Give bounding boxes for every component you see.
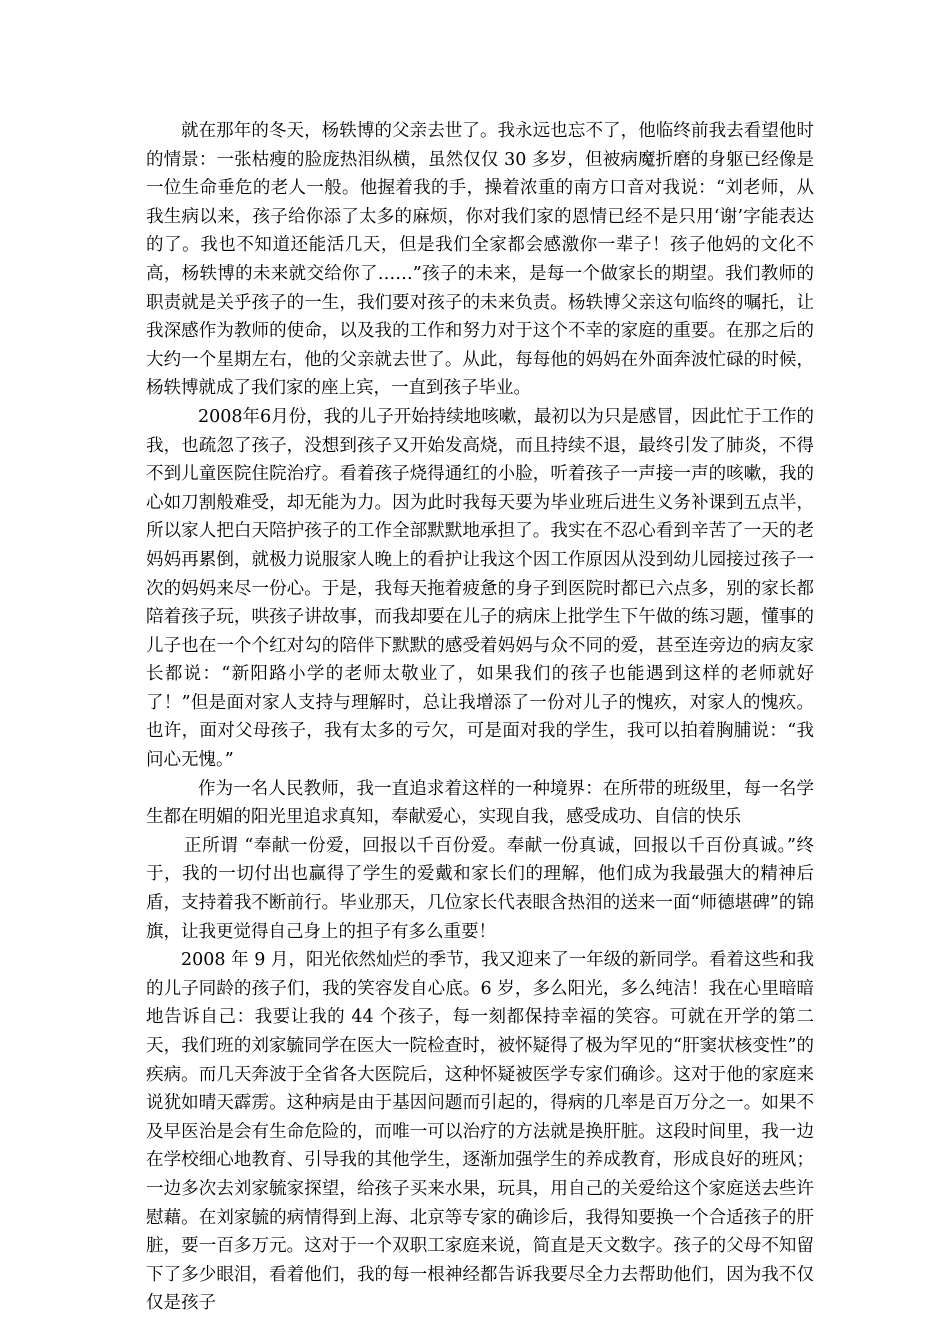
paragraph-new-class: 2008 年 9 月，阳光依然灿烂的季节，我又迎来了一年级的新同学。看着这些和我的儿子同龄的孩子们，我的笑容发自心底。6 岁，多么阳光，多么纯洁！我在心里暗暗地告诉自己：我要让我的 44 个孩子，每一刻都保持幸福的笑容。可就在开学的第二天，我们班的刘家毓同学在医大一院检查时，被怀疑得了极为罕见的“肝窦状核变性”的疾病。而几天奔波于全省各大医院后，这种怀疑被医学专家们确诊。这对于他的家庭来说犹如晴天霹雳。这种病是由于基因问题而引起的，得病的几率是百万分之一。如果不及早医治是会有生命危险的，而唯一可以治疗的方法就是换肝脏。这段时间里，我一边在学校细心地教育、引导我的其他学生，逐渐加强学生的养成教育，形成良好的班风；一边多次去刘家毓家探望，给孩子买来水果，玩具，用自己的关爱给这个家庭送去些许慰藉。在刘家毓的病情得到上海、北京等专家的确诊后，我得知要换一个合适孩子的肝脏，要一百多万元。这对于一个双职工家庭来说，简直是天文数字。孩子的父母不知留下了多少眼泪，看着他们，我的每一根神经都告诉我要尽全力去帮助他们，因为我不仅仅是孩子 [146, 950, 814, 1314]
paragraph-son-illness: 2008年6月份，我的儿子开始持续地咳嗽，最初以为只是感冒，因此忙于工作的我，也疏忽了孩子，没想到孩子又开始发高烧，而且持续不退，最终引发了肺炎，不得不到儿童医院住院治疗。看着孩子烧得通红的小脸，听着孩子一声接一声的咳嗽，我的心如刀割般难受，却无能为力。因为此时我每天要为毕业班后进生义务补课到五点半，所以家人把白天陪护孩子的工作全部默默地承担了。我实在不忍心看到辛苦了一天的老妈妈再累倒，就极力说服家人晚上的看护让我这个因工作原因从没到幼儿园接过孩子一次的妈妈来尽一份心。于是，我每天拖着疲惫的身子到医院时都已六点多，别的家长都陪着孩子玩，哄孩子讲故事，而我却要在儿子的病床上批学生下午做的练习题，懂事的儿子也在一个个红对勾的陪伴下默默的感受着妈妈与众不同的爱，甚至连旁边的病友家长都说：“新阳路小学的老师太敬业了，如果我们的孩子也能遇到这样的老师就好了！”但是面对家人支持与理解时，总让我增添了一份对儿子的愧疚，对家人的愧疚。也许，面对父母孩子，我有太多的亏欠，可是面对我的学生，我可以拍着胸脯说：“我问心无愧。” [146, 406, 814, 771]
paragraph-dedication: 正所谓 “奉献一份爱，回报以千百份爱。奉献一份真诚，回报以千百份真诚。”终于，我的一切付出也赢得了学生的爱戴和家长们的理解，他们成为我最强大的精神后盾，支持着我不断前行。毕业那天，几位家长代表眼含热泪的送来一面“师德堪碑”的锦旗，让我更觉得自己身上的担子有多么重要！ [146, 835, 814, 942]
paragraph-teacher-ideal: 作为一名人民教师，我一直追求着这样的一种境界：在所带的班级里，每一名学生都在明媚的阳光里追求真知，奉献爱心，实现自我，感受成功、自信的快乐 [146, 778, 814, 828]
document-page [146, 117, 814, 1318]
paragraph-father-passing: 就在那年的冬天，杨轶博的父亲去世了。我永远也忘不了，他临终前我去看望他时的情景：一张枯瘦的脸庞热泪纵横，虽然仅仅 30 多岁，但被病魔折磨的身躯已经像是一位生命垂危的老人一般。他握着我的手，操着浓重的南方口音对我说：“刘老师，从我生病以来，孩子给你添了太多的麻烦，你对我们家的恩情已经不是只用‘谢’字能表达的了。我也不知道还能活几天，但是我们全家都会感激你一辈子！孩子他妈的文化不高，杨轶博的未来就交给你了……”孩子的未来，是每一个做家长的期望。我们教师的职责就是关乎孩子的一生，我们要对孩子的未来负责。杨轶博父亲这句临终的嘱托，让我深感作为教师的使命，以及我的工作和努力对于这个不幸的家庭的重要。在那之后的大约一个星期左右，他的父亲就去世了。从此，每每他的妈妈在外面奔波忙碌的时候，杨轶博就成了我们家的座上宾，一直到孩子毕业。 [146, 121, 814, 399]
